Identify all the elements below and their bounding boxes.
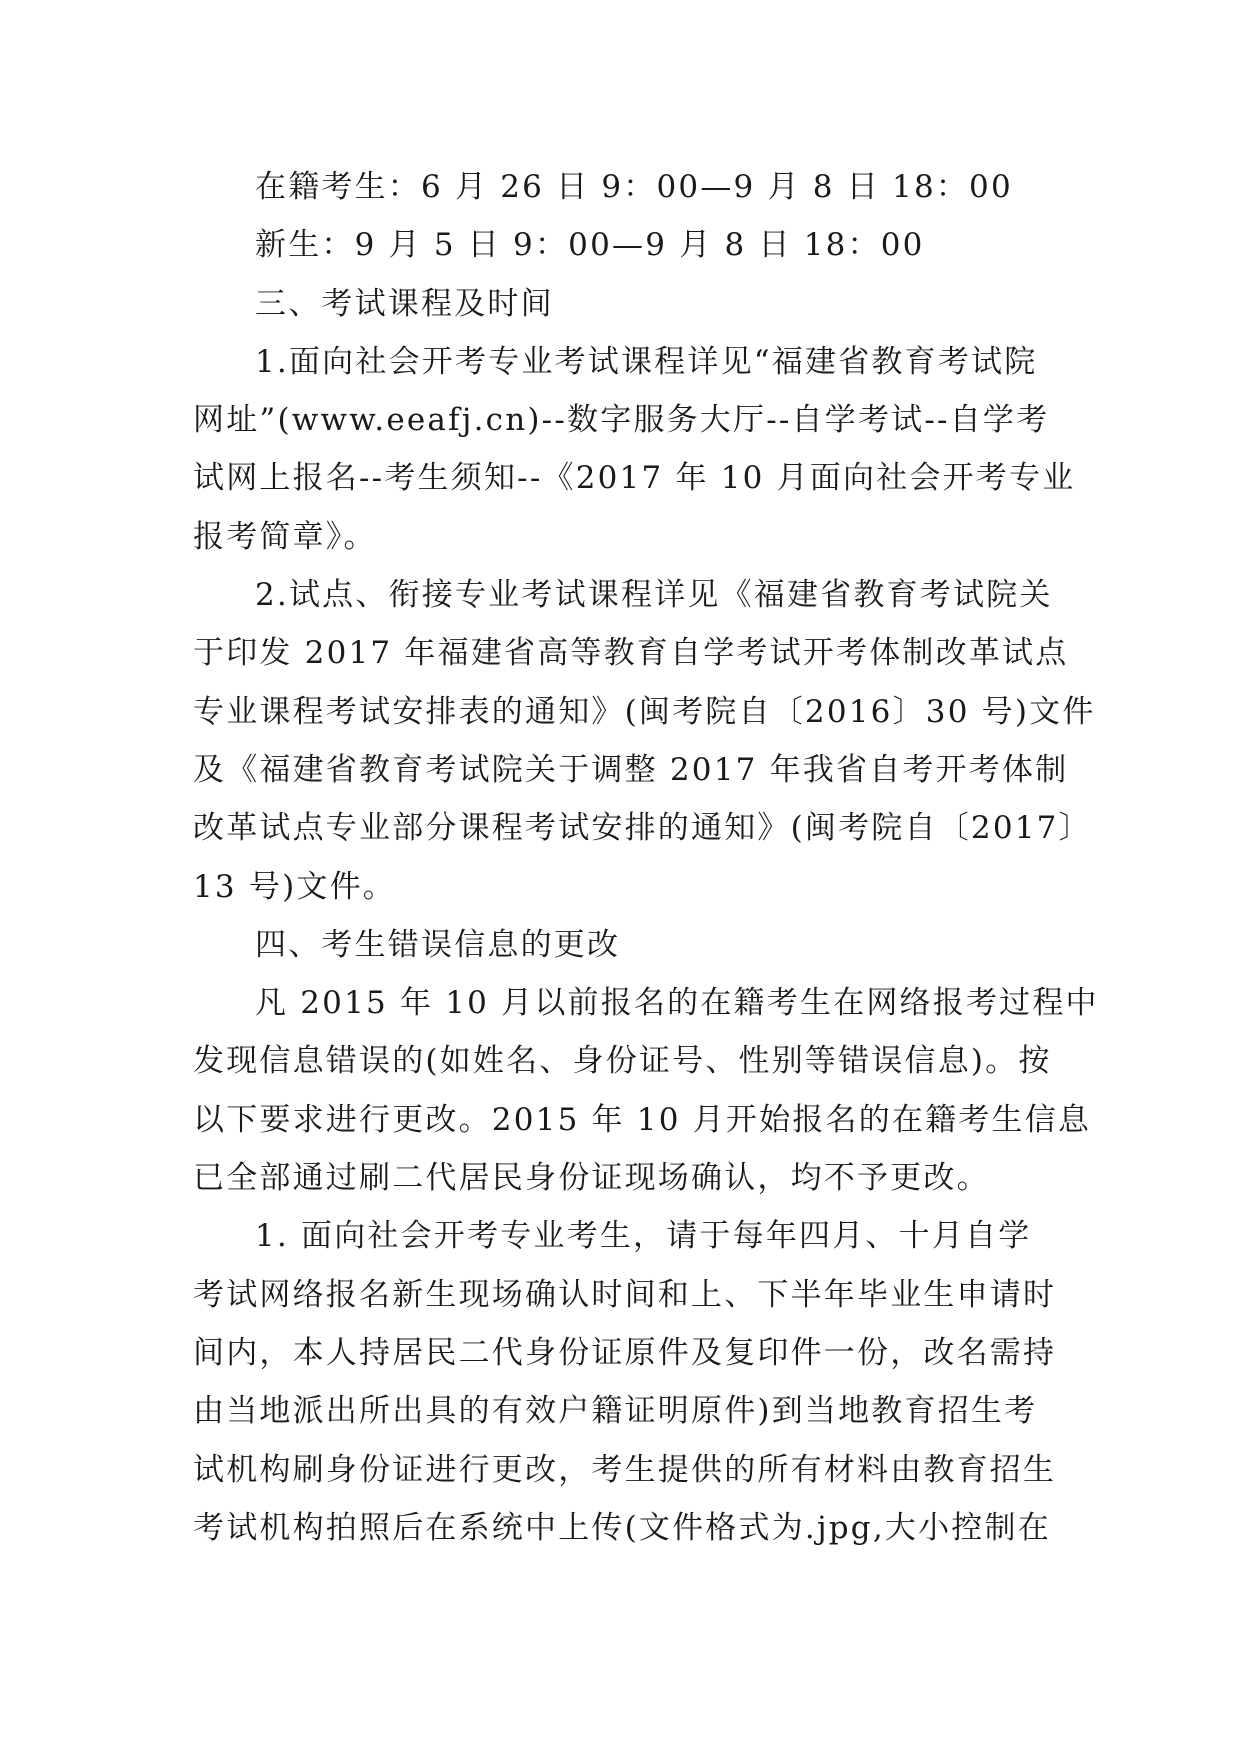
text-line: 以下要求进行更改。2015 年 10 月开始报名的在籍考生信息: [193, 1101, 1092, 1138]
text-line: 由当地派出所出具的有效户籍证明原件)到当地教育招生考: [193, 1393, 1038, 1430]
text-line: 间内，本人持居民二代身份证原件及复印件一份，改名需持: [193, 1334, 1057, 1371]
text-line: 考试机构拍照后在系统中上传(文件格式为.jpg,大小控制在: [193, 1509, 1051, 1546]
text-line: 1.面向社会开考专业考试课程详见“福建省教育考试院: [255, 343, 1038, 380]
text-line: 已全部通过刷二代居民身份证现场确认，均不予更改。: [193, 1160, 990, 1197]
text-line: 凡 2015 年 10 月以前报名的在籍考生在网络报考过程中: [255, 985, 1099, 1022]
text-line: 试网上报名--考生须知--《2017 年 10 月面向社会开考专业: [193, 460, 1076, 497]
text-line: 新生：9 月 5 日 9：00—9 月 8 日 18：00: [255, 227, 925, 264]
text-line: 于印发 2017 年福建省高等教育自学考试开考体制改革试点: [193, 635, 1069, 672]
text-line: 2.试点、衔接专业考试课程详见《福建省教育考试院关: [255, 577, 1053, 614]
text-line: 考试网络报名新生现场确认时间和上、下半年毕业生申请时: [193, 1276, 1057, 1313]
text-line: 试机构刷身份证进行更改，考生提供的所有材料由教育招生: [193, 1451, 1057, 1488]
text-line: 1. 面向社会开考专业考生，请于每年四月、十月自学: [255, 1218, 1032, 1255]
text-line: 及《福建省教育考试院关于调整 2017 年我省自考开考体制: [193, 751, 1069, 788]
document-body: [193, 158, 1099, 1557]
text-line: 三、考试课程及时间: [255, 285, 554, 322]
text-line: 报考简章》。: [193, 518, 377, 555]
text-line: 在籍考生：6 月 26 日 9：00—9 月 8 日 18：00: [255, 169, 1013, 205]
text-line: 发现信息错误的(如姓名、身份证号、性别等错误信息)。按: [193, 1043, 1052, 1080]
text-line: 改革试点专业部分课程考试安排的通知》(闽考院自〔2017〕: [193, 810, 1092, 847]
text-line: 13 号)文件。: [193, 868, 396, 905]
text-line: 网址”(www.eeafj.cn)--数字服务大厅--自学考试--自学考: [193, 402, 1050, 439]
text-line: 四、考生错误信息的更改: [255, 926, 621, 963]
text-line: 专业课程考试安排表的通知》(闽考院自〔2016〕30 号)文件: [193, 693, 1096, 730]
